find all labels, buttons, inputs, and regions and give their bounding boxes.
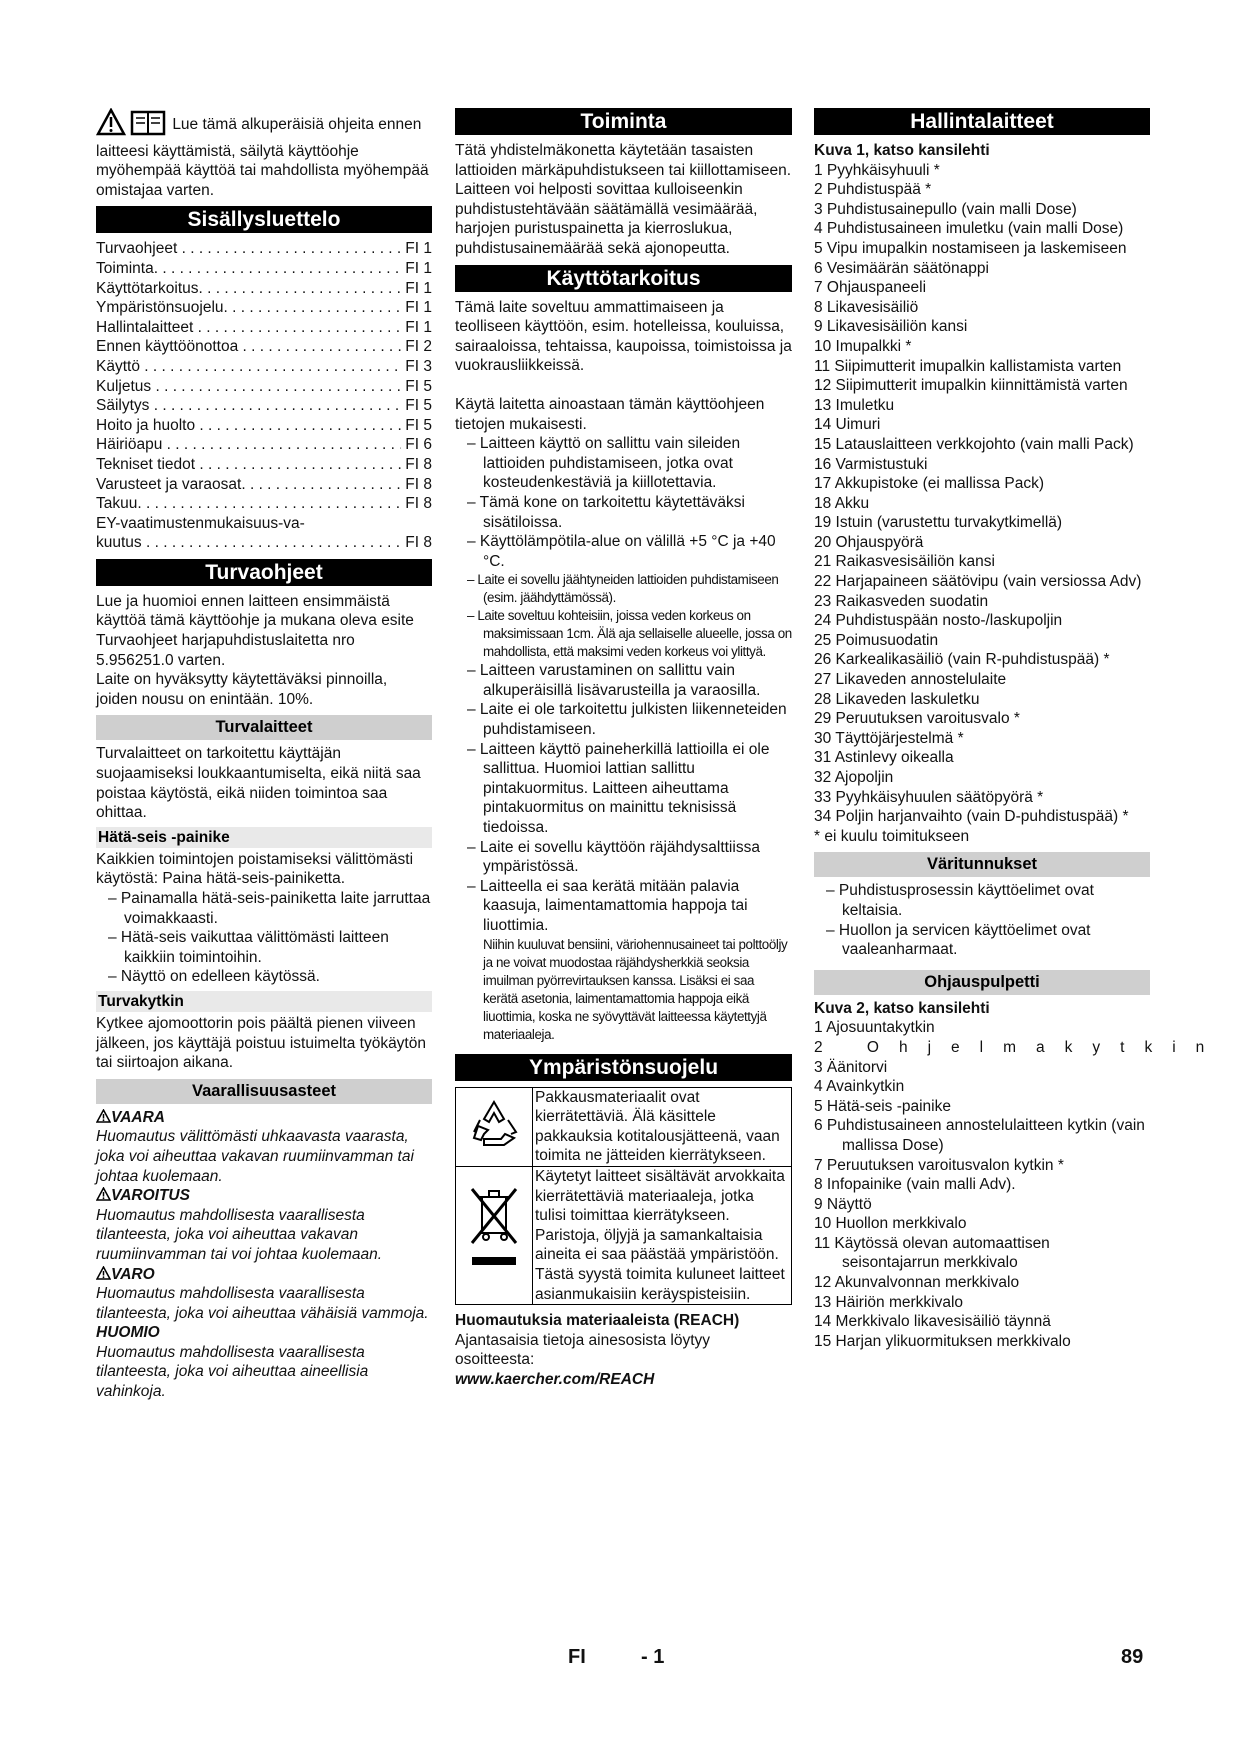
danger-level-name xyxy=(96,1323,432,1343)
emergency-stop-text: Kaikkien toimintojen poistamiseksi välittömästi käytöstä: Paina hätä-seis-painiketta. xyxy=(96,850,414,888)
reach-title: Huomautuksia materiaaleista (REACH) xyxy=(455,1312,740,1330)
delivery-note: * ei kuulu toimitukseen xyxy=(814,827,970,845)
intended-use-paragraph-2: Käytä laitetta ainoastaan tämän käyttöohjeen tietojen mukaisesti. xyxy=(455,395,765,433)
list-item: – Laitteen käyttö on sallittu vain sileiden lattioiden puhdistamiseen, jotka ovat kosteudenkestäviä ja kiillotettavia. xyxy=(467,435,741,492)
toc-page: FI 1 xyxy=(405,259,432,277)
list-item: 9 Likavesisäiliön kansi xyxy=(814,318,968,336)
list-item: – Laite ei sovellu käyttöön räjähdysalttiissa ympäristössä. xyxy=(467,838,760,876)
list-item: 22 Harjapaineen säätövipu (vain versiossa Adv) xyxy=(814,573,1142,591)
warning-icon xyxy=(96,1109,111,1123)
toc-page: FI 1 xyxy=(405,318,432,336)
list-item: 28 Likaveden laskuletku xyxy=(814,690,980,708)
warning-icon xyxy=(96,1187,111,1201)
list-item: 31 Astinlevy oikealla xyxy=(814,749,954,767)
toc-page: FI 8 xyxy=(405,534,432,552)
toc-label: Ympäristönsuojelu. xyxy=(96,299,228,317)
list-item: 24 Puhdistuspään nosto-/laskupoljin xyxy=(814,612,1063,630)
controls-list xyxy=(814,161,1150,827)
list-item: 1 Pyyhkäisyhuuli * xyxy=(814,161,940,179)
column-middle xyxy=(455,108,792,1390)
toc-entry[interactable] xyxy=(96,416,432,436)
controls-title: Hallintalaitteet xyxy=(814,108,1150,135)
toc-page: FI 6 xyxy=(405,436,432,454)
toc-page: FI 8 xyxy=(405,495,432,513)
list-item: – Hätä-seis vaikuttaa välittömästi laitteen kaikkiin toimintoihin. xyxy=(108,929,389,966)
toc-page: FI 5 xyxy=(405,397,432,415)
toc-entry[interactable] xyxy=(96,239,432,259)
intended-use-title: Käyttötarkoitus xyxy=(455,265,792,292)
intended-use-note: Niihin kuuluvat bensiini, väriohennusaineet tai polttoöljy ja ne voivat muodostaa räjähdysherkkiä seoksia imuilman pyörrevirtauksen kanssa. Lisäksi ei saa kerätä asetonia, laimentamattomia happoja eikä liuottimia, koska ne syövyttävät laitteessa käytettyjä materiaaleja. xyxy=(483,936,788,1042)
safety-title: Turvaohjeet xyxy=(96,559,432,586)
column-right xyxy=(814,108,1225,1351)
list-item: 26 Karkealikasäiliö (vain R-puhdistuspää) * xyxy=(814,651,1110,669)
list-item: 6 Puhdistusaineen annostelulaitteen kytkin (vain mallissa Dose) xyxy=(814,1117,1145,1154)
toc-label: Takuu. xyxy=(96,495,142,513)
danger-levels-title: Vaarallisuusasteet xyxy=(96,1079,432,1104)
toc-label: Säilytys xyxy=(96,397,150,415)
list-item: 6 Vesimäärän säätönappi xyxy=(814,259,989,277)
list-item: 29 Peruutuksen varoitusvalo * xyxy=(814,710,1020,728)
toc-page: FI 1 xyxy=(405,279,432,297)
toc-entry[interactable] xyxy=(96,494,432,514)
toc-entry[interactable] xyxy=(96,475,432,495)
used-devices-text: Käytetyt laitteet sisältävät arvokkaita kierrätettäviä materiaaleja, jotka tulisi toimittaa kierrätykseen. Paristoja, öljyjä ja samankaltaisia aineita ei saa päästää ympäristöön. Tästä syystä toimita kuluneet laitteet asianmukaisiin keräyspisteisiin. xyxy=(533,1166,792,1304)
list-item: 14 Uimuri xyxy=(814,416,881,434)
toc-title: Sisällysluettelo xyxy=(96,206,432,233)
danger-level-text: Huomautus mahdollisesta vaarallisesta tilanteesta, joka voi aiheuttaa vakavan ruumiinvamman tai voi johtaa kuolemaan. xyxy=(96,1206,383,1263)
list-item: – Laite soveltuu kohteisiin, joissa veden korkeus on maksimissaan 1cm. Älä aja sellaiselle alueelle, jossa on mahdollista, että maksimi veden korkeus voi ylittyä. xyxy=(467,608,792,660)
toc-entry[interactable] xyxy=(96,298,432,318)
list-item: 27 Likaveden annostelulaite xyxy=(814,671,1007,689)
toc-label: Hoito ja huolto xyxy=(96,416,196,434)
list-item: 17 Akkupistoke (ei mallissa Pack) xyxy=(814,475,1045,493)
intro-text: Lue tämä alkuperäisiä ohjeita ennen laitteesi käyttämistä, säilytä käyttöohje myöhempää käyttöä tai mahdollista myöhempää omistajaa varten. xyxy=(96,115,429,199)
list-item: 4 Avainkytkin xyxy=(814,1078,905,1096)
color-coding-title: Väritunnukset xyxy=(814,852,1150,877)
toc-label: Käyttötarkoitus. xyxy=(96,279,203,297)
toc-page: FI 8 xyxy=(405,475,432,493)
safety-switch-text: Kytkee ajomoottorin pois päältä pienen viiveen jälkeen, jos käyttäjä poistuu istuimelta työkäytön tai siirtoajon aikana. xyxy=(96,1014,426,1072)
table-row xyxy=(456,1166,792,1304)
safety-devices-text: Turvalaitteet on tarkoitettu käyttäjän suojaamiseksi loukkaantumiselta, eikä niitä saa poistaa käytöstä, eikä niiden toimintoa saa ohittaa. xyxy=(96,745,421,822)
function-paragraph-1: Tätä yhdistelmäkonetta käytetään tasaisten lattioiden märkäpuhdistukseen tai kiillottamiseen. xyxy=(455,142,792,179)
function-paragraph-2: Laitteen voi helposti sovittaa kulloiseenkin puhdistustehtävään säätämällä vesimäärää, harjojen puristuspainetta ja kierroslukua, puhdistusainemäärää sekä ajonopeutta. xyxy=(455,181,758,257)
toc-entry[interactable] xyxy=(96,455,432,475)
footer-language: FI xyxy=(568,1646,586,1668)
function-title: Toiminta xyxy=(455,108,792,135)
toc-page: FI 1 xyxy=(405,299,432,317)
weee-bin-icon xyxy=(456,1166,533,1304)
list-item: – Laite ei sovellu jäähtyneiden lattioiden puhdistamiseen (esim. jäähdyttämössä). xyxy=(467,572,779,606)
warning-icon xyxy=(96,1266,111,1280)
safety-paragraph-1: Lue ja huomioi ennen laitteen ensimmäistä käyttöä tämä käyttöohje ja mukana oleva esite Turvaohjeet harjapuhdistuslaitetta nro 5.956251.0 varten. xyxy=(96,592,414,669)
reach-text: Ajantasaisia tietoja ainesosista löytyy osoitteesta: xyxy=(455,1331,711,1369)
safety-switch-title: Turvakytkin xyxy=(96,991,432,1012)
toc-label: Häiriöapu xyxy=(96,436,163,454)
environment-title: Ympäristönsuojelu xyxy=(455,1054,792,1081)
danger-level-label: VARO xyxy=(111,1265,155,1283)
toc-entry[interactable] xyxy=(96,377,432,397)
toc-entry[interactable] xyxy=(96,259,432,279)
danger-level-text: Huomautus välittömästi uhkaavasta vaarasta, joka voi aiheuttaa vakavan ruumiinvamman tai johtaa kuolemaan. xyxy=(96,1128,414,1185)
list-item: – Puhdistusprosessin käyttöelimet ovat keltaisia. xyxy=(826,882,1094,919)
toc-label: Turvaohjeet xyxy=(96,240,178,258)
list-item: 7 Peruutuksen varoitusvalon kytkin * xyxy=(814,1156,1064,1174)
figure-1-reference: Kuva 1, katso kansilehti xyxy=(814,142,990,159)
list-item: – Käyttölämpötila-alue on välillä +5 °C ja +40 °C. xyxy=(467,533,776,570)
list-item: 11 Käytössä olevan automaattisen seisontajarrun merkkivalo xyxy=(814,1234,1050,1272)
toc-page: FI 3 xyxy=(405,357,432,375)
list-item: – Laite ei ole tarkoitettu julkisten liikenneteiden puhdistamiseen. xyxy=(467,701,787,739)
toc-label: Käyttö xyxy=(96,357,140,375)
toc-last-line1: EY-vaatimustenmukaisuus-va- xyxy=(96,514,305,532)
recycle-icon xyxy=(456,1087,533,1166)
control-panel-list xyxy=(814,1058,1150,1352)
list-item: 33 Pyyhkäisyhuulen säätöpyörä * xyxy=(814,788,1044,806)
toc-entry[interactable] xyxy=(96,279,432,299)
list-item: 25 Poimusuodatin xyxy=(814,631,939,649)
list-item: 7 Ohjauspaneeli xyxy=(814,279,927,297)
warning-manual-icon xyxy=(96,108,168,142)
toc-entry[interactable] xyxy=(96,533,432,553)
reach-link[interactable]: www.kaercher.com/REACH xyxy=(455,1370,655,1388)
danger-level-label: VAARA xyxy=(111,1108,165,1126)
danger-level-name xyxy=(96,1265,432,1285)
footer-page-number: 89 xyxy=(1121,1646,1144,1668)
danger-level-label: VAROITUS xyxy=(111,1187,190,1205)
danger-level-name xyxy=(96,1108,432,1128)
toc-entry[interactable] xyxy=(96,396,432,416)
list-item: – Laitteen käyttö paineherkillä lattioilla ei ole sallittua. Huomioi lattian sallittu pintakuormitus. Laitteen aiheuttama pintakuormitus on mainittu teknisissä tiedoissa. xyxy=(467,740,770,837)
intended-use-paragraph-1: Tämä laite soveltuu ammattimaiseen ja teolliseen käyttöön, esim. hotelleissa, kouluissa, sairaaloissa, tehtaissa, kaupoissa, toimistoissa ja vuokrausliikkeissä. xyxy=(455,298,792,375)
list-item: 23 Raikasveden suodatin xyxy=(814,592,989,610)
list-item: 12 Akunvalvonnan merkkivalo xyxy=(814,1274,1020,1292)
list-item: 19 Istuin (varustettu turvakytkimellä) xyxy=(814,514,1063,532)
figure-2-reference: Kuva 2, katso kansilehti xyxy=(814,999,990,1017)
color-coding-list xyxy=(814,881,1150,959)
list-item: 16 Varmistustuki xyxy=(814,455,928,473)
list-item: 10 Huollon merkkivalo xyxy=(814,1215,967,1233)
toc-label: Toiminta. xyxy=(96,259,159,277)
list-item: 34 Poljin harjanvaihto (vain D-puhdistuspää) * xyxy=(814,808,1129,826)
list-item: 21 Raikasvesisäiliön kansi xyxy=(814,553,995,571)
control-panel-title: Ohjauspulpetti xyxy=(814,970,1150,995)
list-item: 30 Täyttöjärjestelmä * xyxy=(814,729,964,747)
toc-label: kuutus xyxy=(96,534,142,552)
emergency-stop-list xyxy=(96,889,432,987)
toc-page: FI 1 xyxy=(405,240,432,258)
toc-entry[interactable] xyxy=(96,337,432,357)
list-item: 15 Harjan ylikuormituksen merkkivalo xyxy=(814,1332,1071,1350)
toc-entry[interactable] xyxy=(96,435,432,455)
list-item: 10 Imupalkki * xyxy=(814,337,912,355)
table-of-contents xyxy=(96,239,432,513)
danger-level-text: Huomautus mahdollisesta vaarallisesta tilanteesta, joka voi aiheuttaa aineellisia vahinkoja. xyxy=(96,1343,369,1401)
toc-label: Kuljetus xyxy=(96,377,152,395)
footer-page-sub: - 1 xyxy=(641,1646,665,1668)
list-item: – Tämä kone on tarkoitettu käytettäväksi sisätiloissa. xyxy=(467,493,746,531)
list-item: – Huollon ja servicen käyttöelimet ovat vaaleanharmaat. xyxy=(826,921,1091,959)
list-item: – Laitteella ei saa kerätä mitään palavia kaasuja, laimentamattomia happoja tai liuottimia. xyxy=(467,877,748,934)
toc-page: FI 8 xyxy=(405,455,432,473)
list-item: 8 Infopainike (vain malli Adv). xyxy=(814,1176,1016,1194)
list-item: 4 Puhdistusaineen imuletku (vain malli Dose) xyxy=(814,220,1124,238)
list-item: 11 Siipimutterit imupalkin kallistamista varten xyxy=(814,357,1122,375)
intro xyxy=(96,108,432,200)
list-item: 13 Häiriön merkkivalo xyxy=(814,1293,964,1311)
table-row xyxy=(456,1087,792,1166)
column-left xyxy=(96,108,432,1402)
list-item: 2 Puhdistuspää * xyxy=(814,181,932,199)
list-item: 3 Puhdistusainepullo (vain malli Dose) xyxy=(814,200,1077,218)
list-item: 18 Akku xyxy=(814,494,870,512)
safety-devices-title: Turvalaitteet xyxy=(96,715,432,740)
toc-label: Hallintalaitteet xyxy=(96,318,194,336)
list-item: 15 Latauslaitteen verkkojohto (vain malli Pack) xyxy=(814,435,1134,453)
danger-level-name xyxy=(96,1186,432,1206)
list-item: 20 Ohjauspyörä xyxy=(814,533,924,551)
list-item: 1 Ajosuuntakytkin xyxy=(814,1019,935,1037)
list-item: 8 Likavesisäiliö xyxy=(814,298,919,316)
environment-table xyxy=(455,1087,792,1306)
toc-label: Tekniset tiedot xyxy=(96,455,196,473)
danger-levels xyxy=(96,1108,432,1402)
danger-level-label: HUOMIO xyxy=(96,1324,160,1342)
emergency-stop-title: Hätä-seis -painike xyxy=(96,827,432,848)
toc-entry[interactable] xyxy=(96,357,432,377)
list-item: 13 Imuletku xyxy=(814,396,895,414)
list-item: – Painamalla hätä-seis-painiketta laite jarruttaa voimakkaasti. xyxy=(108,890,431,927)
list-item: – Laitteen varustaminen on sallittu vain alkuperäisillä lisävarusteilla ja varaosilla. xyxy=(467,662,761,699)
intended-use-list xyxy=(455,434,792,935)
list-item: 12 Siipimutterit imupalkin kiinnittämistä varten xyxy=(814,377,1128,395)
toc-entry[interactable] xyxy=(96,318,432,338)
list-item: 5 Hätä-seis -painike xyxy=(814,1097,951,1115)
list-item: 32 Ajopoljin xyxy=(814,769,894,786)
toc-label: Varusteet ja varaosat. xyxy=(96,475,246,493)
list-item: 5 Vipu imupalkin nostamiseen ja laskemiseen xyxy=(814,239,1127,257)
danger-level-text: Huomautus mahdollisesta vaarallisesta tilanteesta, joka voi aiheuttaa vähäisiä vammoja. xyxy=(96,1285,429,1322)
list-item: 14 Merkkivalo likavesisäiliö täynnä xyxy=(814,1313,1051,1331)
list-item: 9 Näyttö xyxy=(814,1195,872,1213)
list-item: 2 Ohjelmakytkin xyxy=(814,1038,1225,1056)
toc-page: FI 2 xyxy=(405,338,432,356)
list-item: 3 Äänitorvi xyxy=(814,1058,888,1076)
packaging-text: Pakkausmateriaalit ovat kierrätettäviä. Älä käsittele pakkauksia kotitalousjätteenä, vaan toimita ne jätteiden kierrätykseen. xyxy=(533,1087,792,1166)
toc-label: Ennen käyttöönottoa xyxy=(96,338,239,356)
toc-page: FI 5 xyxy=(405,416,432,434)
toc-page: FI 5 xyxy=(405,377,432,395)
safety-paragraph-2: Laite on hyväksytty käytettäväksi pinnoilla, joiden nousu on enintään. 10%. xyxy=(96,671,388,708)
list-item: – Näyttö on edelleen käytössä. xyxy=(108,968,320,986)
